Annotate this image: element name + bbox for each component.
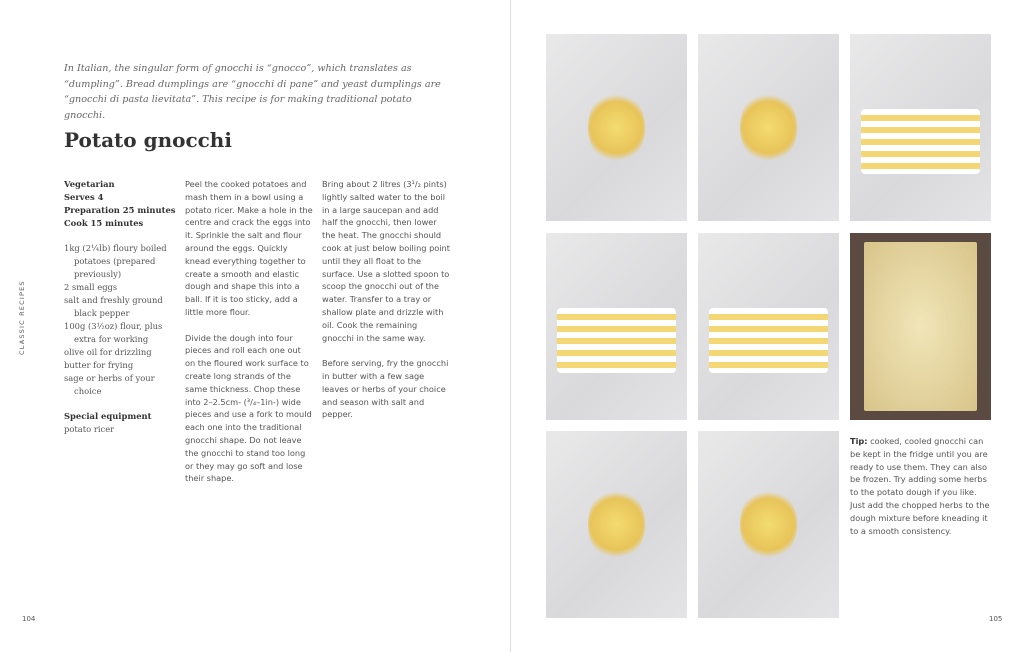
cook-time: Cook 15 minutes	[64, 218, 144, 228]
recipe-meta	[64, 178, 179, 436]
method-column-1	[185, 178, 313, 498]
left-page	[0, 0, 511, 652]
page-number-left: 104	[22, 615, 36, 623]
method-paragraph: Bring about 2 litres (3¹/₂ pints) lightly salted water to the boil in a large saucepan and add half the gnocchi, then lower the heat. The gnocchi should cook at just below boiling point until they all float to the surface. Use a slotted spoon to scoop the gnocchi out of the water. Transfer to a tray or shallow plate and drizzle with oil. Cook the remaining gnocchi in the same way.	[322, 179, 450, 343]
photo-slotted-spoon	[546, 431, 687, 618]
ingredient: 1kg (2¼lb) floury boiled potatoes (prepared previously)	[64, 243, 167, 279]
photo-dough-rolls	[850, 34, 991, 221]
diet: Vegetarian	[64, 179, 115, 189]
photo-strands	[546, 233, 687, 420]
tip-body: cooked, cooled gnocchi can be kept in the fridge until you are ready to use them. They can also be frozen. Try adding some herbs to the potato dough if you like. Just add the chopped herbs to the dough mixture before kneading it to a smooth consistency.	[850, 436, 990, 536]
tip-text	[850, 435, 990, 537]
photo-frying-pan	[698, 431, 839, 618]
photo-ingredients	[546, 34, 687, 221]
method-paragraph: Peel the cooked potatoes and mash them in a bowl using a potato ricer. Make a hole in the centre and crack the eggs into it. Sprinkle the salt and flour around the eggs. Quickly knead everything together to create a smooth and elastic dough and shape this into a ball. If it is too sticky, add a little more flour.	[185, 179, 313, 317]
equipment	[64, 410, 179, 436]
tip-label: Tip:	[850, 436, 868, 446]
serves: Serves 4	[64, 192, 104, 202]
ingredient: butter for frying	[64, 360, 134, 370]
page-number-right: 105	[989, 615, 1003, 623]
intro-text: In Italian, the singular form of gnocchi is “gnocco”, which translates as “dumpling”. Bread dumplings are “gnocchi di pane” and yeast dumplings are “gnocchi di pasta lievitata”. This recipe is for making traditional potato gnocchi.	[64, 63, 441, 121]
recipe-title: Potato gnocchi	[64, 128, 232, 152]
ingredient: olive oil for drizzling	[64, 347, 152, 357]
photo-mash-bowl	[698, 34, 839, 221]
prep-time: Preparation 25 minutes	[64, 205, 176, 215]
equipment-heading: Special equipment	[64, 411, 152, 421]
ingredients-list	[64, 242, 179, 398]
photo-cut-gnocchi	[698, 233, 839, 420]
method-paragraph: Divide the dough into four pieces and roll each one out on the floured work surface to create long strands of the same thickness. Chop these into 2–2.5cm- (³/₄–1in-) wide pieces and use a fork to mould each one into the traditional gnocchi shape. Do not leave the gnocchi to stand too long or they may go soft and lose their shape.	[185, 332, 312, 484]
method-paragraph: Before serving, fry the gnocchi in butter with a few sage leaves or herbs of your choice and season with salt and pepper.	[322, 358, 449, 420]
ingredient: salt and freshly ground black pepper	[64, 295, 163, 318]
ingredient: 100g (3½oz) flour, plus extra for working	[64, 321, 163, 344]
ingredient: 2 small eggs	[64, 282, 118, 292]
photo-gnocchi-tray	[850, 233, 991, 420]
method-column-2	[322, 178, 450, 434]
section-label: CLASSIC RECIPES	[18, 280, 26, 355]
ingredient: sage or herbs of your choice	[64, 373, 155, 396]
equipment-item: potato ricer	[64, 424, 115, 434]
